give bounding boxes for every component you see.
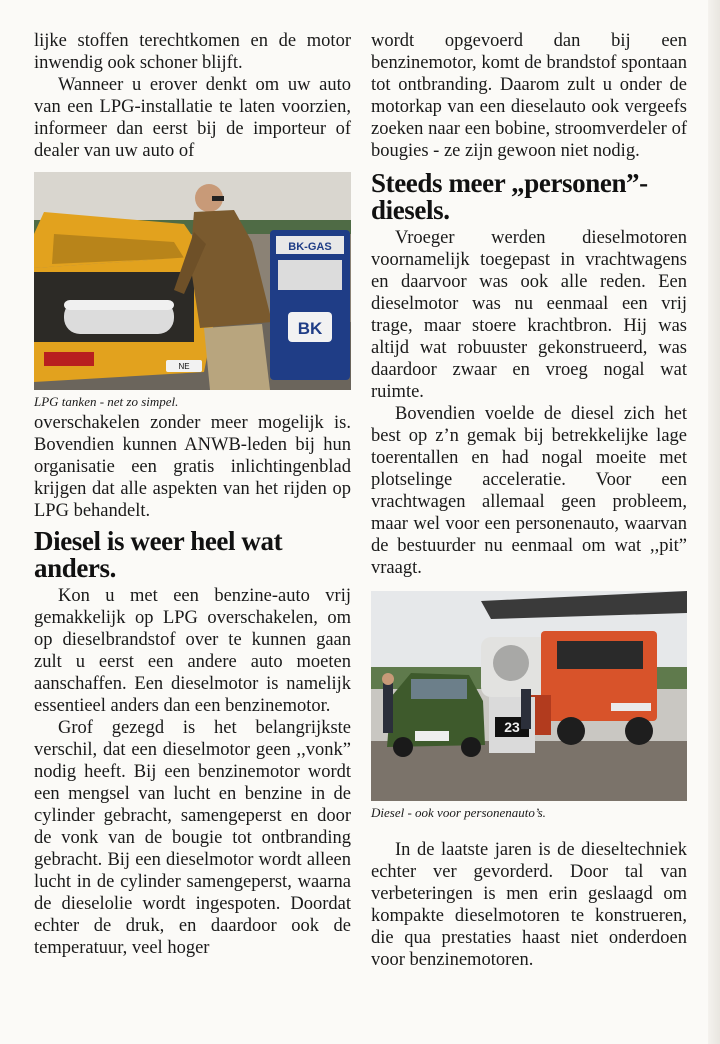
diesel-station-illustration [371,591,687,801]
left-paragraph-4: Kon u met een benzine-auto vrij gemakkelijk op LPG overschakelen, om op dieselbrandstof over te kunnen gaan zult u eerst een andere auto moeten aanschaffen. Een dieselmotor is namelijk essentieel anders dan een benzinemotor. [34,586,351,716]
heading-diesel: Diesel is weer heel wat anders. [34,526,283,583]
right-paragraph-3: Bovendien voelde de diesel zich het best op z’n gemak bij betrekkelijke lage toerentallen en had nogal moeite met plotselinge acceleratie. Voor een vrachtwagen allemaal geen probleem, maar wel voor een personenauto, waarvan de bestuurder nu eenmaal om wat ,,pit” vraagt. [371,404,687,578]
left-paragraph-2: Wanneer u erover denkt om uw auto van een LPG-installatie te laten voorzien, informeer dan eerst bij de importeur of dealer van uw auto of [34,75,351,161]
left-paragraph-3: overschakelen zonder meer mogelijk is. Bovendien kunnen ANWB-leden bij hun organisatie een gratis inlichtingenblad krijgen dat alle aspekten van het rijden op LPG behandelt. [34,413,351,521]
license-plate: NE [178,362,190,371]
left-column [34,0,351,959]
photo-caption-lpg: LPG tanken - net zo simpel. [34,394,179,409]
page-spine-shadow [708,0,720,1044]
left-paragraph-1: lijke stoffen terechtkomen en de motor inwendig ook schoner blijft. [34,31,351,73]
left-paragraph-5: Grof gezegd is het belangrijkste verschil, dat een dieselmotor geen ,,vonk” nodig heeft. Bij een benzinemotor wordt een mengsel van lucht en benzine in de cylinder gebracht, samengeperst en door de vonk van de bougie tot ontbranding gebracht. Bij een dieselmotor wordt alleen lucht in de cylinder samengeperst, waarna de dieselolie wordt ingespoten. Doordat echter de druk, en daardoor ook de temperatuur, veel hoger [34,718,351,958]
lpg-photo [34,172,351,390]
right-paragraph-2: Vroeger werden dieselmotoren voornamelijk toegepast in vrachtwagens en daarvoor was ook alle reden. Een dieselmotor was nu eenmaal een vrij trage, maar stoere krachtbron. Hij was altijd wat robuuster gekonstrueerd, was daardoor zwaar en vroeg nogal wat ruimte. [371,228,687,402]
right-paragraph-1: wordt opgevoerd dan bij een benzinemotor, komt de brandstof spontaan tot ontbranding. Daarom zult u onder de motorkap van een dieselauto ook vergeefs zoeken naar een bobine, stroomverdeler of bougies - ze zijn gewoon niet nodig. [371,31,687,161]
heading-personen-diesels: Steeds meer „personen”-diesels. [371,168,648,225]
pump-logo: BK [297,319,323,338]
right-paragraph-4: In de laatste jaren is de dieseltechniek echter ver gevorderd. Door tal van verbeteringen is men erin geslaagd om kompakte dieselmotoren te konstrueren, die qua prestaties haast niet onderdoen voor benzinemotoren. [371,840,687,970]
lpg-refuel-illustration [34,172,351,390]
photo-caption-diesel: Diesel - ook voor personenauto’s. [371,805,546,820]
pump-number: 23 [504,719,520,735]
pump-sign: BK-GAS [288,241,332,253]
right-column [371,0,687,971]
diesel-photo [371,591,687,801]
